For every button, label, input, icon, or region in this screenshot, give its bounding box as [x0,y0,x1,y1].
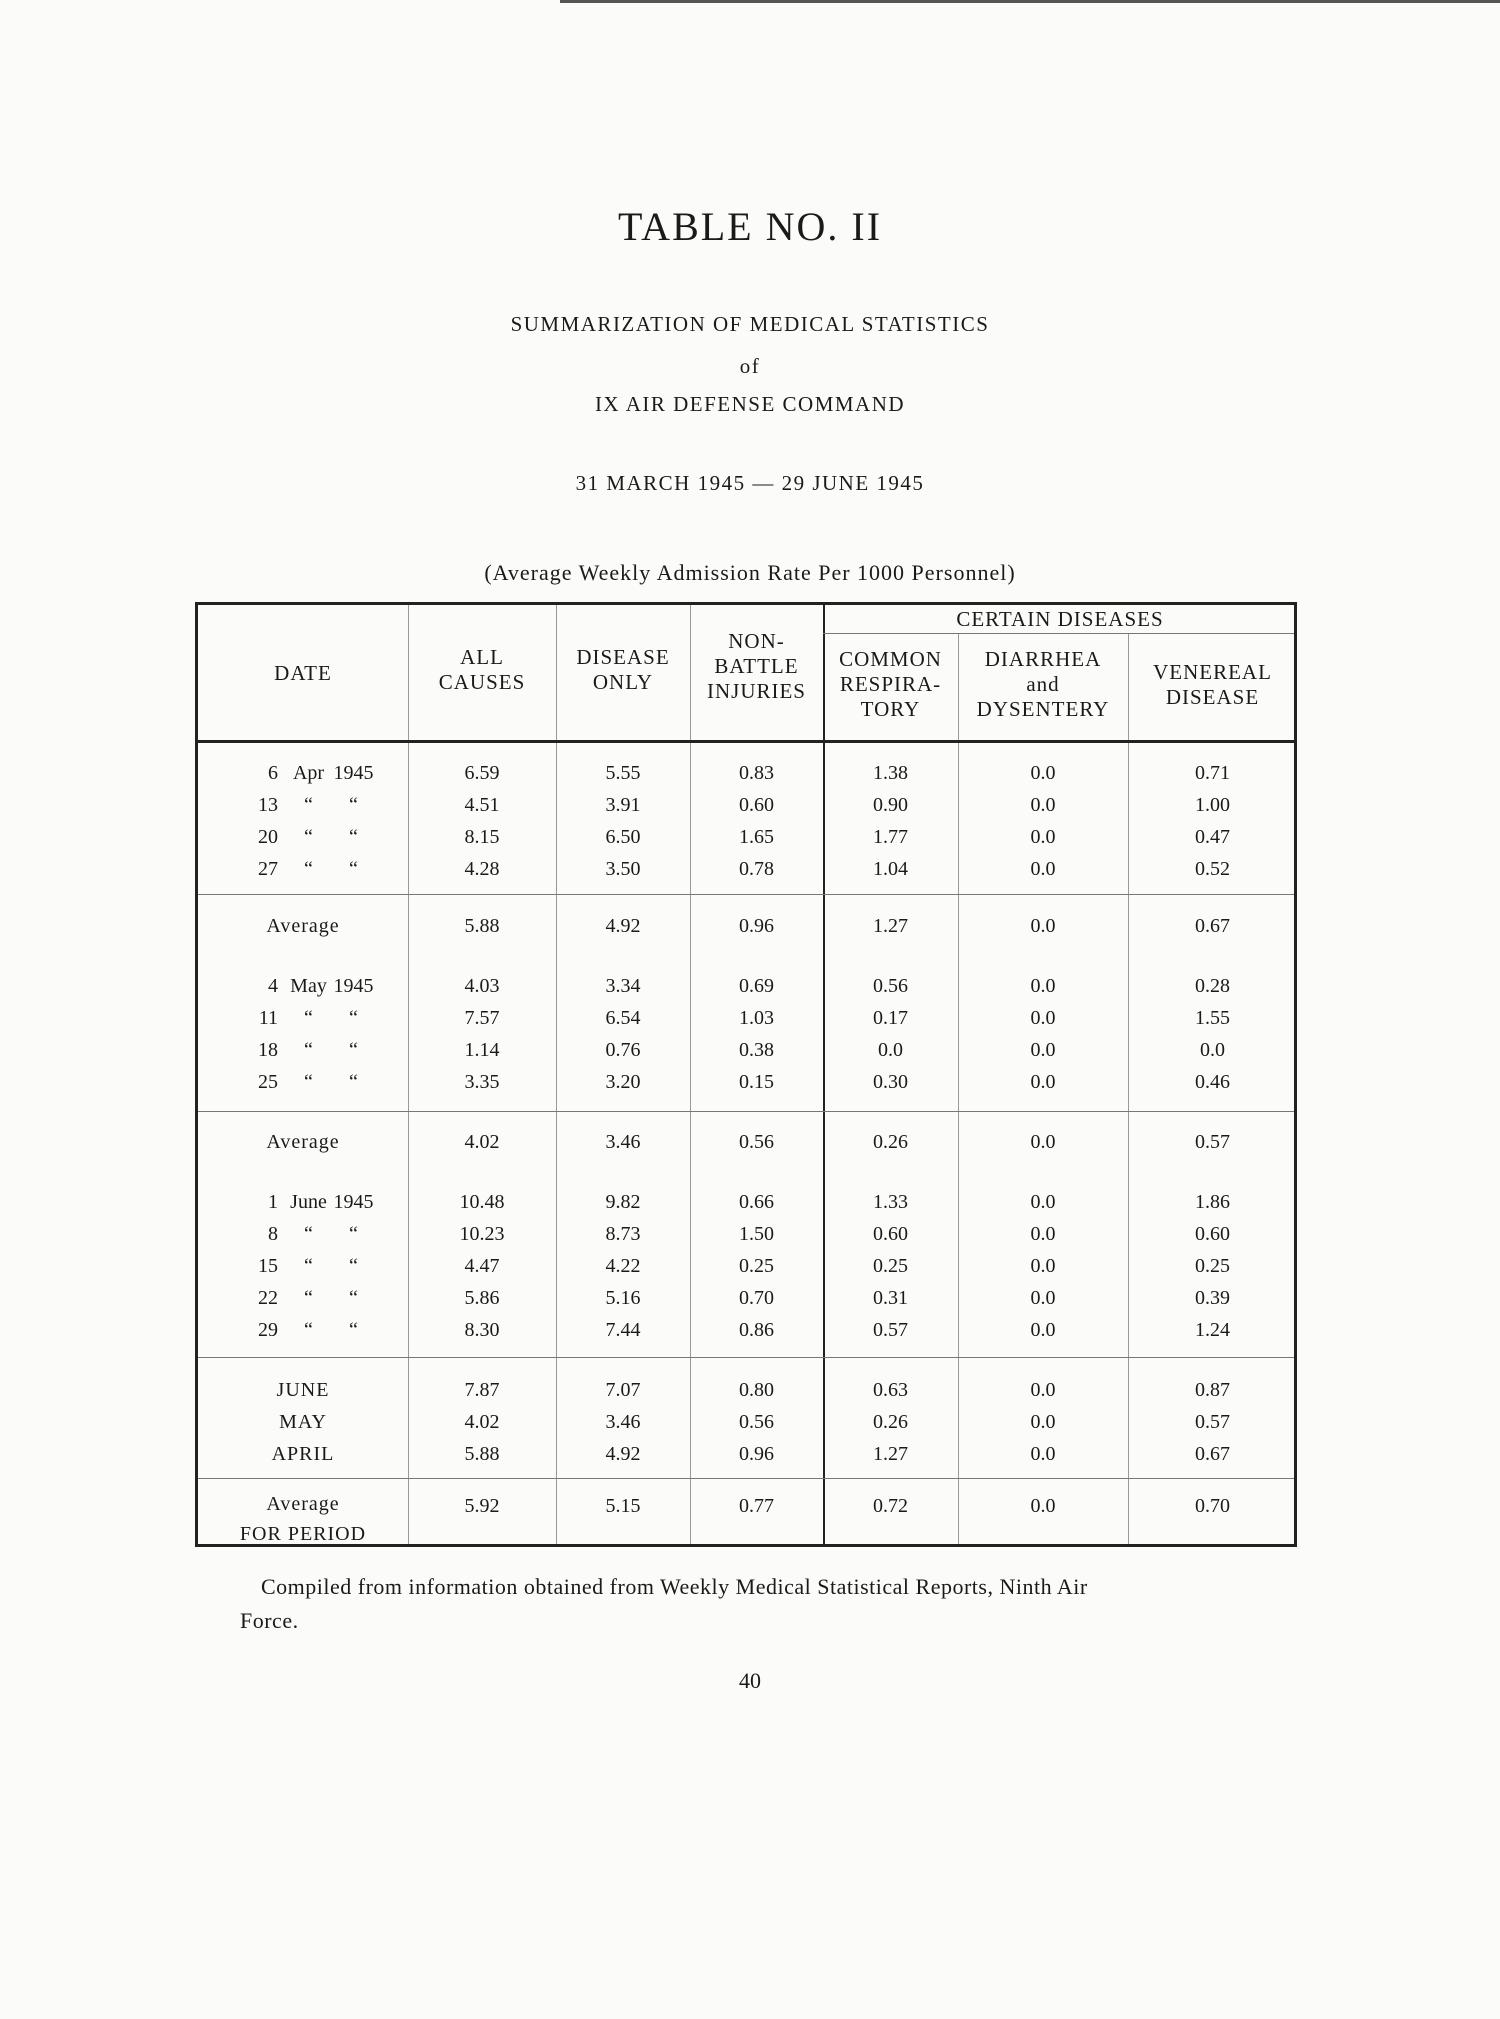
row-date: 18 “ “ [258,1039,358,1061]
section-line [198,894,1294,895]
cell-all-causes: 4.03 [464,975,500,997]
row-date: 13 “ “ [258,794,358,816]
table-row-month [198,1411,1294,1443]
row-date: 11 “ “ [258,1007,358,1029]
cell-venereal: 0.70 [1195,1495,1230,1517]
cell-disease-only: 3.34 [605,975,641,997]
cell-venereal: 0.46 [1195,1071,1230,1093]
cell-disease-only: 5.15 [605,1495,641,1517]
month-label: APRIL [271,1443,335,1465]
cell-non-battle: 1.03 [739,1007,774,1029]
table-row [198,1007,1294,1039]
cell-venereal: 0.25 [1195,1255,1230,1277]
cell-diarrhea: 0.0 [1030,1319,1056,1341]
cell-respiratory: 0.26 [873,1411,908,1433]
row-date: 29 “ “ [258,1319,358,1341]
cell-disease-only: 3.91 [605,794,641,816]
table-row [198,975,1294,1007]
cell-all-causes: 10.23 [459,1223,505,1245]
cell-venereal: 0.47 [1195,826,1230,848]
cell-venereal: 1.00 [1195,794,1230,816]
cell-respiratory: 0.57 [873,1319,908,1341]
cell-all-causes: 1.14 [464,1039,500,1061]
cell-non-battle: 0.96 [739,915,774,937]
section-line [198,1478,1294,1479]
cell-diarrhea: 0.0 [1030,975,1056,997]
header-nbi-line3: INJURIES [706,679,806,703]
cell-diarrhea: 0.0 [1030,1411,1056,1433]
cell-venereal: 0.67 [1195,915,1230,937]
cell-non-battle: 1.50 [739,1223,774,1245]
cell-all-causes: 7.57 [464,1007,500,1029]
cell-respiratory: 0.0 [878,1039,903,1061]
source-note-line2: Force. [240,1608,299,1633]
cell-respiratory: 0.25 [873,1255,908,1277]
page-top-edge-line [560,0,1500,3]
header-venereal-disease [1128,660,1297,710]
header-venereal-line2: DISEASE [1165,685,1260,709]
table-row [198,1319,1294,1351]
cell-respiratory: 0.17 [873,1007,908,1029]
header-diarrhea-line2: and [1026,672,1060,696]
cell-respiratory: 1.27 [873,915,908,937]
cell-respiratory: 0.72 [873,1495,908,1517]
cell-diarrhea: 0.0 [1030,826,1056,848]
cell-diarrhea: 0.0 [1030,794,1056,816]
subtitle-of: of [739,354,761,378]
cell-venereal: 1.24 [1195,1319,1230,1341]
source-note-line1: Compiled from information obtained from Weekly Medical Statistical Reports, Ninth Air [261,1574,1088,1599]
cell-non-battle: 0.56 [739,1411,774,1433]
subtitle-command: IX AIR DEFENSE COMMAND [594,392,906,416]
table-row [198,794,1294,826]
cell-diarrhea: 0.0 [1030,1223,1056,1245]
cell-venereal: 0.87 [1195,1379,1230,1401]
period-average-label-line1: Average [266,1493,340,1515]
cell-diarrhea: 0.0 [1030,858,1056,880]
cell-non-battle: 0.86 [739,1319,774,1341]
row-date: 15 “ “ [258,1255,358,1277]
cell-all-causes: 5.86 [464,1287,500,1309]
statistics-table [195,602,1297,1547]
row-date: 8 “ “ [268,1223,358,1245]
rate-note: (Average Weekly Admission Rate Per 1000 Personnel) [484,560,1016,585]
cell-venereal: 0.28 [1195,975,1230,997]
cell-non-battle: 0.96 [739,1443,774,1465]
cell-non-battle: 0.83 [739,762,774,784]
cell-diarrhea: 0.0 [1030,1379,1056,1401]
table-row-average [198,1131,1294,1163]
cell-disease-only: 3.20 [605,1071,641,1093]
table-row [198,762,1294,794]
cell-all-causes: 5.92 [464,1495,500,1517]
cell-non-battle: 0.15 [739,1071,774,1093]
period-average-label [198,1489,408,1549]
cell-disease-only: 3.46 [605,1411,641,1433]
cell-disease-only: 7.44 [605,1319,641,1341]
cell-disease-only: 5.55 [605,762,641,784]
cell-disease-only: 8.73 [605,1223,641,1245]
header-diarrhea-dysentery [958,647,1128,722]
row-date: 20 “ “ [258,826,358,848]
cell-all-causes: 4.28 [464,858,500,880]
cell-all-causes: 4.02 [464,1131,500,1153]
cell-venereal: 0.67 [1195,1443,1230,1465]
table-row-period-average [198,1495,1294,1555]
row-date: 6 Apr 1945 [268,762,374,784]
month-label: JUNE [276,1379,330,1401]
section-line [198,1111,1294,1112]
header-bottom-line [198,740,1294,743]
cell-all-causes: 4.47 [464,1255,500,1277]
cell-venereal: 0.57 [1195,1131,1230,1153]
table-row-month [198,1379,1294,1411]
average-label: Average [266,1131,340,1153]
date-range: 31 MARCH 1945 — 29 JUNE 1945 [575,471,925,495]
cell-disease-only: 4.92 [605,915,641,937]
header-all-causes [408,645,556,695]
cell-non-battle: 0.38 [739,1039,774,1061]
header-date: DATE [274,661,332,685]
cell-diarrhea: 0.0 [1030,1007,1056,1029]
cell-diarrhea: 0.0 [1030,1255,1056,1277]
table-row [198,826,1294,858]
cell-all-causes: 5.88 [464,915,500,937]
cell-non-battle: 0.70 [739,1287,774,1309]
cell-disease-only: 5.16 [605,1287,641,1309]
header-disease-only [556,645,690,695]
header-resp-line3: TORY [860,697,921,721]
cell-diarrhea: 0.0 [1030,1495,1056,1517]
cell-disease-only: 0.76 [605,1039,641,1061]
cell-non-battle: 1.65 [739,826,774,848]
cell-disease-only: 3.50 [605,858,641,880]
cell-venereal: 0.60 [1195,1223,1230,1245]
header-venereal-line1: VENEREAL [1153,660,1272,684]
cell-respiratory: 1.33 [873,1191,908,1213]
cell-disease-only: 4.92 [605,1443,641,1465]
cell-all-causes: 4.51 [464,794,500,816]
cell-venereal: 0.52 [1195,858,1230,880]
cell-diarrhea: 0.0 [1030,1131,1056,1153]
cell-respiratory: 1.38 [873,762,908,784]
row-date: 27 “ “ [258,858,358,880]
cell-all-causes: 6.59 [464,762,500,784]
month-label: MAY [279,1411,327,1433]
table-row [198,858,1294,890]
header-all-causes-line1: ALL [460,645,504,669]
cell-venereal: 1.55 [1195,1007,1230,1029]
average-label: Average [266,915,340,937]
cell-all-causes: 5.88 [464,1443,500,1465]
cell-non-battle: 0.77 [739,1495,774,1517]
cell-all-causes: 10.48 [459,1191,505,1213]
cell-diarrhea: 0.0 [1030,1039,1056,1061]
table-row [198,1039,1294,1071]
cell-disease-only: 4.22 [605,1255,641,1277]
cell-venereal: 1.86 [1195,1191,1230,1213]
cell-respiratory: 1.04 [873,858,908,880]
cell-non-battle: 0.60 [739,794,774,816]
cell-non-battle: 0.56 [739,1131,774,1153]
header-non-battle-injuries [690,629,823,704]
header-disease-line2: ONLY [592,670,654,694]
cell-diarrhea: 0.0 [1030,915,1056,937]
cell-all-causes: 8.15 [464,826,500,848]
cell-venereal: 0.57 [1195,1411,1230,1433]
cell-diarrhea: 0.0 [1030,762,1056,784]
header-resp-line2: RESPIRA- [839,672,942,696]
section-line [198,1357,1294,1358]
cell-disease-only: 6.54 [605,1007,641,1029]
cell-non-battle: 0.80 [739,1379,774,1401]
cell-non-battle: 0.66 [739,1191,774,1213]
cell-disease-only: 3.46 [605,1131,641,1153]
header-disease-line1: DISEASE [576,645,670,669]
source-note [240,1570,1280,1638]
header-nbi-line1: NON- [728,629,785,653]
cell-respiratory: 0.60 [873,1223,908,1245]
period-average-label-line2: FOR PERIOD [239,1523,367,1545]
row-date: 25 “ “ [258,1071,358,1093]
cell-respiratory: 0.26 [873,1131,908,1153]
header-certain-diseases: CERTAIN DISEASES [956,607,1164,631]
cell-venereal: 0.39 [1195,1287,1230,1309]
header-common-respiratory [823,647,958,722]
header-diarrhea-line1: DIARRHEA [984,647,1102,671]
table-row [198,1223,1294,1255]
header-resp-line1: COMMON [839,647,942,671]
cell-all-causes: 7.87 [464,1379,500,1401]
table-row-month [198,1443,1294,1475]
cell-non-battle: 0.78 [739,858,774,880]
cell-diarrhea: 0.0 [1030,1071,1056,1093]
row-date: 4 May 1945 [268,975,374,997]
cell-venereal: 0.71 [1195,762,1230,784]
cell-disease-only: 7.07 [605,1379,641,1401]
cell-all-causes: 3.35 [464,1071,500,1093]
cell-respiratory: 0.31 [873,1287,908,1309]
cell-all-causes: 4.02 [464,1411,500,1433]
cell-respiratory: 0.90 [873,794,908,816]
cell-respiratory: 1.27 [873,1443,908,1465]
header-nbi-line2: BATTLE [714,654,799,678]
cell-disease-only: 6.50 [605,826,641,848]
header-diarrhea-line3: DYSENTERY [976,697,1110,721]
page-title: TABLE NO. II [617,204,883,249]
row-date: 1 June 1945 [268,1191,374,1213]
page-number: 40 [739,1668,761,1693]
subtitle-summarization: SUMMARIZATION OF MEDICAL STATISTICS [510,312,990,336]
cell-non-battle: 0.25 [739,1255,774,1277]
table-row [198,1287,1294,1319]
cell-diarrhea: 0.0 [1030,1287,1056,1309]
row-date: 22 “ “ [258,1287,358,1309]
cell-respiratory: 0.56 [873,975,908,997]
cell-non-battle: 0.69 [739,975,774,997]
cell-venereal: 0.0 [1200,1039,1225,1061]
cell-diarrhea: 0.0 [1030,1443,1056,1465]
table-row [198,1071,1294,1103]
table-row [198,1191,1294,1223]
table-row-average [198,915,1294,947]
cell-diarrhea: 0.0 [1030,1191,1056,1213]
header-all-causes-line2: CAUSES [438,670,526,694]
cell-disease-only: 9.82 [605,1191,641,1213]
cell-all-causes: 8.30 [464,1319,500,1341]
cell-respiratory: 1.77 [873,826,908,848]
cell-respiratory: 0.63 [873,1379,908,1401]
table-row [198,1255,1294,1287]
cell-respiratory: 0.30 [873,1071,908,1093]
group-header-line [823,633,1294,634]
